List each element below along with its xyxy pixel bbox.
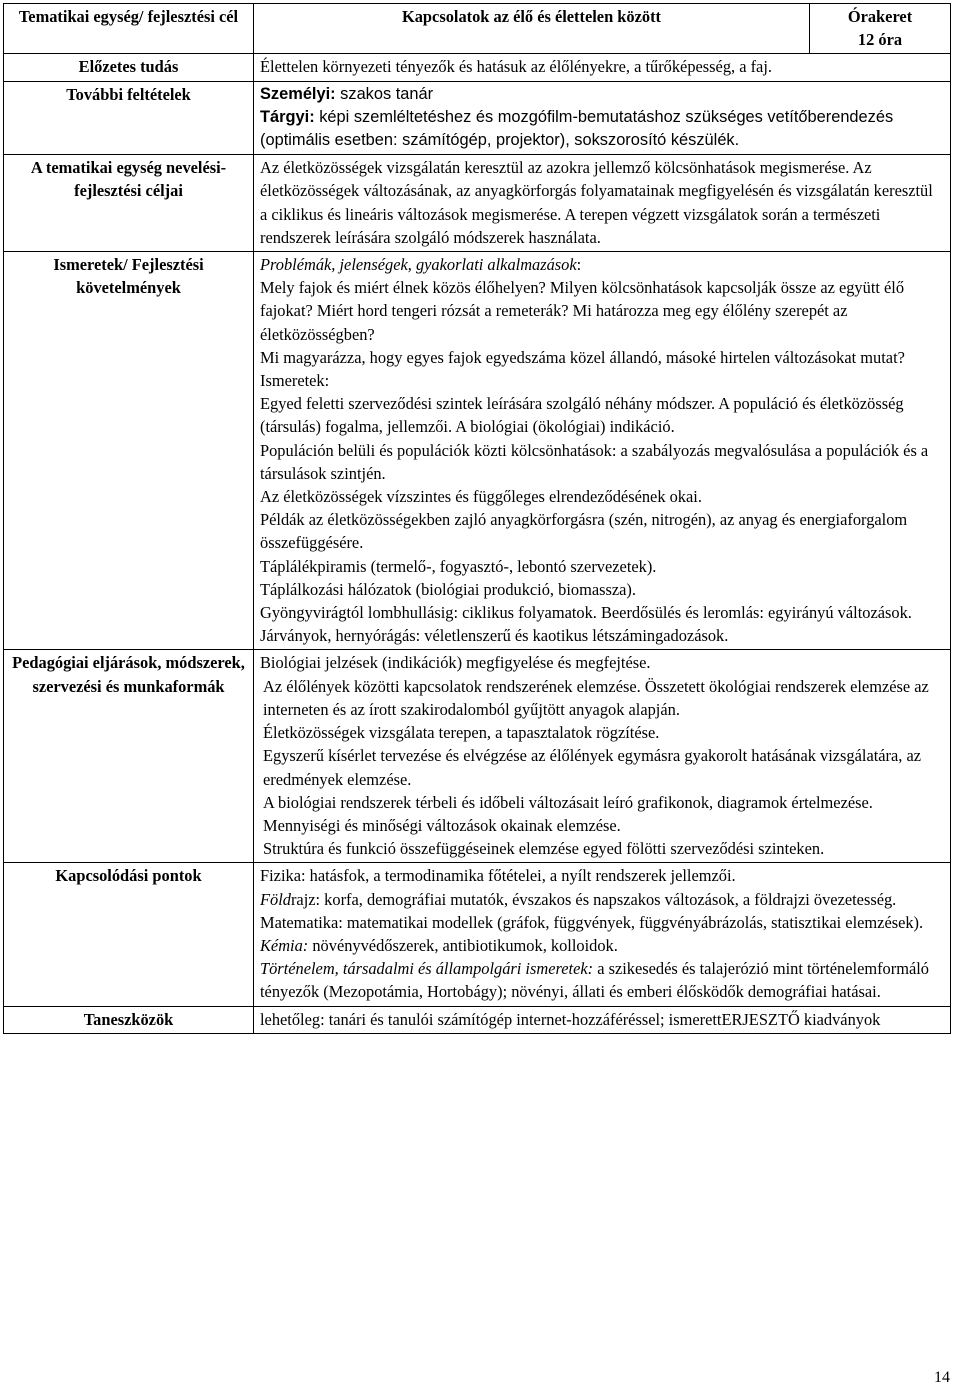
geography-label: Föld	[260, 889, 291, 909]
unit-label: Tematikai egység/ fejlesztési cél	[4, 4, 254, 54]
hours-value: 12 óra	[857, 30, 903, 50]
chemistry-line	[260, 934, 944, 957]
knowledge-item: Táplálkozási hálózatok (biológiai produkció, biomassza).	[260, 579, 636, 599]
methods-label: Pedagógiai eljárások, módszerek, szervezési és munkaformák	[4, 650, 254, 863]
personal-label: Személyi:	[260, 84, 336, 103]
methods-row	[4, 650, 951, 863]
tools-label: Taneszközök	[4, 1006, 254, 1033]
knowledge-item: Populáción belüli és populációk közti kölcsönhatások: a szabályozás megvalósulása a populációk és a társulások szintjén.	[260, 440, 929, 483]
goals-text: Az életközösségek vizsgálatán keresztül az azokra jellemző kölcsönhatások megismerése. Az életközösségek változásának, az anyagkörforgás folyamatainak megfigyelésén és vizsgálatán keresztül a ciklikus és lineáris változások megismerése. A terepen végzett vizsgálatok során a természeti rendszerek leírására szolgáló módszerek használata.	[254, 155, 951, 252]
method-item: A biológiai rendszerek térbeli és időbeli változásait leíró grafikonok, diagramok értelmezése.	[263, 792, 873, 812]
problems-text: Mely fajok és miért élnek közös élőhelyen? Milyen kölcsönhatások kapcsolják össze az együtt élő fajokat? Miért hord tengeri rózsát a remeterák? Mi határozza meg egy élőlény szerepét az életközösségben?	[260, 278, 905, 344]
physics-text: : hatásfok, a termodinamika főtételei, a nyílt rendszerek jellemzői.	[300, 866, 736, 886]
method-item: Az élőlények közötti kapcsolatok rendszerének elemzése. Összetett ökológiai rendszerek elemzése az interneten és az írott szakirodalomból gyűjtött anyagok alapján.	[263, 676, 929, 719]
connections-cell	[254, 863, 951, 1006]
knowledge-item: Példák az életközösségekben zajló anyagkörforgásra (szén, nitrogén), az anyag és energiaforgalom összefüggésére.	[260, 510, 908, 553]
knowledge-label: Ismeretek/ Fejlesztési követelmények	[4, 252, 254, 650]
goals-label: A tematikai egység nevelési-fejlesztési céljai	[4, 155, 254, 252]
material-line	[260, 106, 944, 152]
connections-row	[4, 863, 951, 1006]
unit-title: Kapcsolatok az élő és élettelen között	[254, 4, 810, 54]
knowledge-heading: Ismeretek:	[260, 371, 330, 391]
physics-line	[260, 864, 944, 887]
knowledge-item: Gyöngyvirágtól lombhullásig: ciklikus folyamatok. Beerdősülés és leromlás: egyirányú változások. Járványok, hernyórágás: véletlenszerű és kaotikus létszámingadozások.	[260, 603, 912, 646]
personal-line	[260, 83, 944, 106]
methods-cell	[254, 650, 951, 863]
method-item: Mennyiségi és minőségi változások okainak elemzése.	[263, 815, 621, 835]
header-row	[4, 4, 951, 54]
prior-knowledge-label: Előzetes tudás	[4, 54, 254, 81]
method-item: Biológiai jelzések (indikációk) megfigyelése és megfejtése.	[260, 653, 651, 673]
knowledge-item: Az életközösségek vízszintes és függőleges elrendeződésének okai.	[260, 487, 702, 507]
material-text: képi szemléltetéshez és mozgófilm-bemutatáshoz szükséges vetítőberendezés (optimális esetben: számítógép, projektor), sokszorosító készülék.	[260, 107, 894, 150]
chemistry-text: növényvédőszerek, antibiotikumok, kolloidok.	[308, 935, 618, 955]
problems-text-2: Mi magyarázza, hogy egyes fajok egyedszáma közel állandó, másoké hirtelen változásokat mutat?	[260, 347, 905, 367]
prior-knowledge-row	[4, 54, 951, 81]
prior-knowledge-text: Élettelen környezeti tényezők és hatásuk az élőlényekre, a tűrőképesség, a faj.	[254, 54, 951, 81]
hours-cell	[810, 4, 951, 54]
chemistry-label: Kémia:	[260, 935, 309, 955]
knowledge-cell	[254, 252, 951, 650]
physics-label: Fizika	[260, 866, 301, 886]
knowledge-row	[4, 252, 951, 650]
knowledge-item: Táplálékpiramis (termelő-, fogyasztó-, lebontó szervezetek).	[260, 556, 657, 576]
math-text: : matematikai modellek (gráfok, függvények, függvényábrázolás, statisztikai elemzések).	[338, 912, 924, 932]
method-item: Életközösségek vizsgálata terepen, a tapasztalatok rögzítése.	[263, 723, 660, 743]
math-label: Matematika	[260, 912, 339, 932]
tools-text: lehetőleg: tanári és tanulói számítógép internet-hozzáféréssel; ismerettERJESZTŐ kiadványok	[254, 1006, 951, 1033]
problems-heading: Problémák, jelenségek, gyakorlati alkalmazások	[260, 255, 577, 275]
history-label: Történelem, társadalmi és állampolgári ismeretek:	[260, 959, 594, 979]
problems-colon: :	[576, 255, 582, 275]
conditions-label: További feltételek	[4, 81, 254, 155]
geography-label-2: rajz	[290, 889, 316, 909]
history-line	[260, 957, 944, 1003]
conditions-row	[4, 81, 951, 155]
curriculum-table	[3, 3, 951, 1034]
history-text: a szikesedés és talajerózió mint történelemformáló tényezők (Mezopotámia, Hortobágy); növényi, állati és emberi élősködők demográfiai hatásai.	[260, 959, 929, 1002]
hours-label: Órakeret	[847, 7, 913, 26]
goals-row	[4, 155, 951, 252]
knowledge-item: Egyed feletti szerveződési szintek leírására szolgáló néhány módszer. A populáció és életközösség (társulás) fogalma, jellemzői. A biológiai (ökológiai) indikáció.	[260, 394, 904, 437]
method-item: Struktúra és funkció összefüggéseinek elemzése egyed fölötti szerveződési szinteken.	[263, 839, 825, 859]
page-number: 14	[934, 1369, 950, 1386]
geography-text: : korfa, demográfiai mutatók, évszakos és napszakos változások, a földrajzi övezetesség.	[315, 889, 897, 909]
math-line	[260, 911, 944, 934]
conditions-cell	[254, 81, 951, 155]
connections-label: Kapcsolódási pontok	[4, 863, 254, 1006]
method-item: Egyszerű kísérlet tervezése és elvégzése az élőlények egymásra gyakorolt hatásának vizsgálatára, az eredmények elemzése.	[263, 746, 922, 789]
geography-line	[260, 888, 944, 911]
personal-text: szakos tanár	[335, 84, 434, 103]
problems-heading-line	[260, 253, 944, 276]
material-label: Tárgyi:	[260, 107, 315, 126]
tools-row	[4, 1006, 951, 1033]
